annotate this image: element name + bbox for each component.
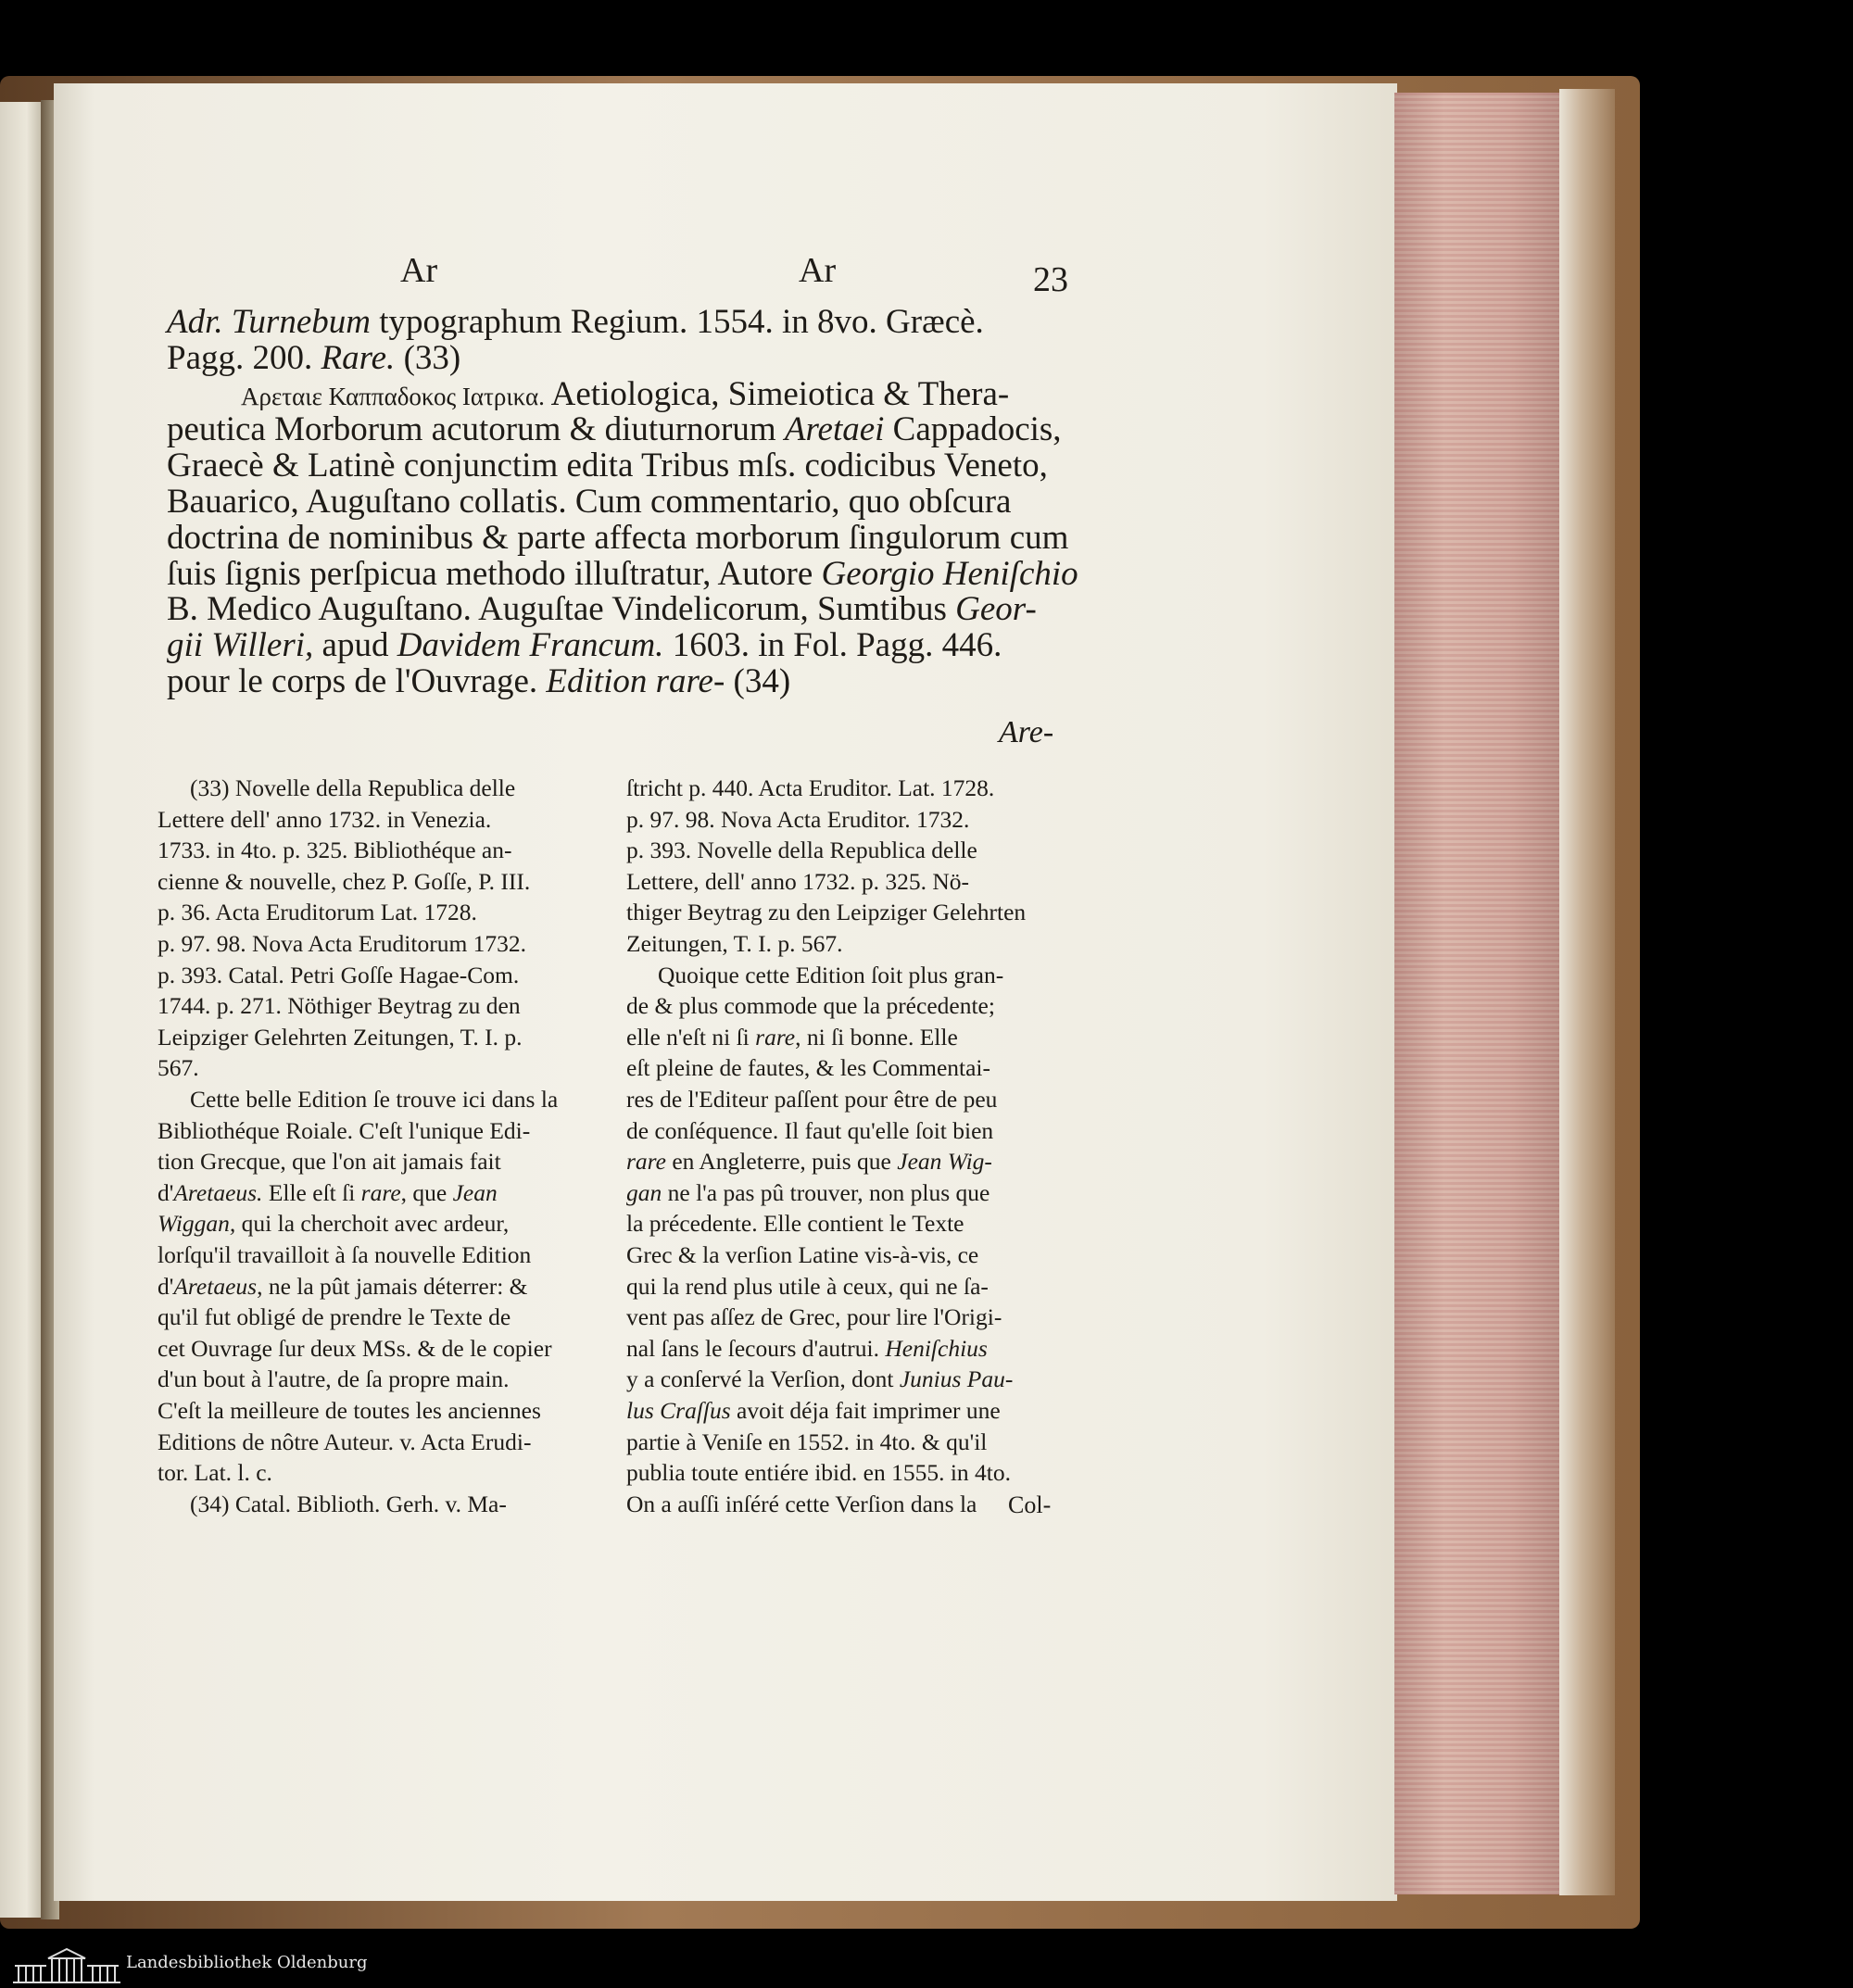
running-head-left: Ar [400, 251, 438, 290]
text-segment: , ne la pût jamais déterrer: & [257, 1272, 528, 1300]
text-segment: lorſqu'il travailloit à ſa nouvelle Edition [158, 1241, 532, 1268]
text-segment: peutica Morborum acutorum & diuturnorum [167, 410, 785, 449]
text-line [167, 409, 1093, 449]
text-segment: ne l'a pas pû trouver, non plus que [662, 1178, 990, 1206]
text-segment: p. 393. Novelle della Republica delle [626, 837, 977, 864]
text-line [167, 302, 1093, 342]
text-segment: cienne & nouvelle, chez P. Goſſe, P. III. [158, 867, 531, 895]
text-line [158, 806, 593, 834]
text-segment: vent pas aſſez de Grec, pour lire l'Origi- [626, 1303, 1002, 1331]
text-line [626, 1459, 1062, 1487]
text-segment: gan [626, 1178, 662, 1206]
text-line [158, 1365, 593, 1393]
text-line [626, 1024, 1062, 1051]
library-logo-icon [11, 1945, 122, 1986]
text-line [158, 1459, 593, 1487]
text-segment: doctrina de nominibus & parte affecta morborum ſingulorum cum [167, 518, 1069, 557]
text-segment: tor. Lat. l. c. [158, 1459, 272, 1487]
text-line [626, 992, 1062, 1020]
text-segment: res de l'Editeur paſſent pour être de peu [626, 1086, 998, 1113]
text-segment: 1744. p. 271. Nöthiger Beytrag zu den [158, 992, 521, 1020]
text-segment: Adr. Turnebum [167, 303, 371, 341]
text-line [167, 446, 1093, 485]
text-line [626, 1365, 1062, 1393]
text-segment: 1603. in Fol. Pagg. 446. [663, 626, 1002, 665]
text-line [158, 1428, 593, 1456]
text-line [158, 992, 593, 1020]
text-line [626, 1273, 1062, 1301]
text-segment: Lettere, dell' anno 1732. p. 325. Nö- [626, 867, 969, 895]
text-segment: partie à Veniſe en 1552. in 4to. & qu'il [626, 1428, 988, 1455]
text-line [626, 1491, 1062, 1518]
text-segment: 1733. in 4to. p. 325. Bibliothéque an- [158, 837, 512, 864]
text-segment: Editions de nôtre Auteur. v. Acta Erudi- [158, 1428, 532, 1455]
text-segment: Georgio Heniſchio [821, 554, 1078, 593]
text-line [626, 837, 1062, 864]
text-segment: Graecè & Latinè conjunctim edita Tribus mſs. codicibus Veneto, [167, 447, 1048, 485]
text-segment: Heniſchius [885, 1334, 988, 1362]
text-segment: C'eſt la meilleure de toutes les anciennes [158, 1397, 541, 1424]
text-line [626, 1303, 1062, 1331]
footer-institution: Landesbibliothek Oldenburg [126, 1953, 368, 1972]
running-head-center: Ar [799, 251, 837, 290]
text-line [626, 899, 1062, 926]
text-line [190, 1086, 625, 1114]
text-segment: , que [400, 1178, 453, 1206]
text-segment: , ni ſi bonne. Elle [795, 1023, 958, 1051]
text-line [626, 1241, 1062, 1269]
text-line [158, 837, 593, 864]
text-segment: p. 97. 98. Nova Acta Eruditorum 1732. [158, 930, 527, 957]
text-segment: qu'il fut obligé de prendre le Texte de [158, 1303, 511, 1331]
text-segment: Bibliothéque Roiale. C'eſt l'unique Edi- [158, 1116, 531, 1144]
text-line [626, 806, 1062, 834]
text-segment: Junius Pau- [899, 1365, 1014, 1393]
text-segment: 567. [158, 1054, 199, 1082]
text-line [158, 1024, 593, 1051]
text-segment: Jean Wig- [897, 1148, 992, 1176]
text-line [626, 1335, 1062, 1363]
text-segment: thiger Beytrag zu den Leipziger Gelehrten [626, 899, 1027, 926]
text-segment: Grec & la verſion Latine vis-à-vis, ce [626, 1241, 979, 1268]
text-line [158, 930, 593, 958]
text-segment: p. 36. Acta Eruditorum Lat. 1728. [158, 899, 477, 926]
text-segment: d' [158, 1272, 174, 1300]
text-segment: On a auſſi inſéré cette Verſion dans la [626, 1490, 977, 1517]
text-segment: la précedente. Elle contient le Texte [626, 1210, 964, 1238]
text-segment: Pagg. 200. [167, 338, 321, 377]
text-segment: rare [360, 1178, 401, 1206]
text-segment: rare [755, 1023, 796, 1051]
text-segment: (33) Novelle della Republica delle [190, 774, 516, 801]
text-segment: de & plus commode que la précedente; [626, 992, 995, 1020]
text-segment: typographum Regium. 1554. in 8vo. Græcè. [370, 303, 984, 341]
text-segment: (34) Catal. Biblioth. Gerh. v. Ma- [190, 1490, 507, 1517]
text-segment: cet Ouvrage ſur deux MSs. & de le copier [158, 1334, 552, 1362]
text-line [158, 899, 593, 926]
text-segment: Cappadocis, [884, 410, 1062, 449]
text-line [626, 1117, 1062, 1145]
text-segment: elle n'eſt ni ſi [626, 1023, 756, 1051]
text-line [626, 868, 1062, 896]
text-segment: pour le corps de l'Ouvrage. [167, 662, 547, 700]
text-segment: Rare. [321, 338, 396, 377]
text-segment: Davidem Francum. [397, 626, 664, 665]
text-line [167, 482, 1093, 522]
text-line [158, 1179, 593, 1207]
text-segment: tion Grecque, que l'on ait jamais fait [158, 1148, 501, 1176]
text-segment: en Angleterre, puis que [665, 1148, 898, 1176]
text-segment: gii Willeri, [167, 626, 314, 665]
text-segment: B. Medico Auguſtano. Auguſtae Vindelicorum, Sumtibus [167, 590, 956, 629]
text-line [158, 1273, 593, 1301]
text-segment: Aretaeus. [173, 1178, 263, 1206]
text-line [626, 1210, 1062, 1238]
text-line [158, 1054, 593, 1082]
text-segment: Edition rare- [546, 662, 725, 700]
text-line [158, 868, 593, 896]
text-line [241, 374, 1167, 414]
text-segment: Aetiologica, Simeiotica & Thera- [550, 374, 1010, 413]
text-segment: Lettere dell' anno 1732. in Venezia. [158, 805, 492, 833]
text-line [158, 1335, 593, 1363]
catchword-top: Are- [999, 715, 1054, 749]
text-segment: Leipziger Gelehrten Zeitungen, T. I. p. [158, 1023, 523, 1051]
text-line [158, 1303, 593, 1331]
text-line [626, 1428, 1062, 1456]
text-line [158, 1117, 593, 1145]
text-segment: qui la rend plus utile à ceux, qui ne ſa- [626, 1272, 989, 1300]
text-segment: (34) [725, 662, 791, 700]
text-segment: lus Craſſus [626, 1397, 731, 1424]
text-line [626, 1179, 1062, 1207]
text-line [167, 338, 1093, 378]
text-segment: nal ſans le ſecours d'autrui. [626, 1334, 886, 1362]
text-segment: Bauarico, Auguſtano collatis. Cum commentario, quo obſcura [167, 483, 1012, 521]
text-segment: Zeitungen, T. I. p. 567. [626, 930, 843, 957]
text-segment: Elle eſt ſi [262, 1178, 361, 1206]
page-block-edge [1394, 93, 1559, 1894]
catchword-bottom: Col- [1008, 1491, 1052, 1518]
text-segment: ſtricht p. 440. Acta Eruditor. Lat. 1728. [626, 774, 995, 801]
text-segment: p. 393. Catal. Petri Goſſe Hagae-Com. [158, 961, 520, 988]
text-line [626, 1397, 1062, 1425]
text-line [158, 1241, 593, 1269]
text-segment: (33) [395, 338, 461, 377]
text-segment: Quoique cette Edition ſoit plus gran- [658, 961, 1004, 988]
text-segment: Jean [452, 1178, 498, 1206]
cover-edge [1559, 89, 1615, 1895]
text-segment: Geor- [955, 590, 1037, 629]
page-number: 23 [1033, 260, 1068, 299]
text-line [158, 1397, 593, 1425]
text-segment: Aretaeus [173, 1272, 258, 1300]
text-segment: de conſéquence. Il faut qu'elle ſoit bien [626, 1116, 994, 1144]
text-line [626, 774, 1062, 802]
text-segment: d' [158, 1178, 174, 1206]
text-segment: y a conſervé la Verſion, dont [626, 1365, 900, 1393]
text-line [167, 589, 1093, 629]
text-line [626, 930, 1062, 958]
text-line [158, 1148, 593, 1176]
text-segment: apud [313, 626, 397, 665]
text-line [658, 962, 1093, 989]
text-line [190, 1491, 625, 1518]
text-line [167, 518, 1093, 558]
text-line [626, 1148, 1062, 1176]
text-line [158, 962, 593, 989]
text-line [167, 661, 1093, 701]
text-segment: publia toute entiére ibid. en 1555. in 4to. [626, 1459, 1011, 1487]
text-segment: d'un bout à l'autre, de ſa propre main. [158, 1365, 510, 1393]
text-segment: Αρεταιε Καππαδοκος Ιατρικα. [241, 382, 551, 410]
text-segment: Cette belle Edition ſe trouve ici dans la [190, 1086, 559, 1113]
text-segment: eſt pleine de fautes, & les Commentai- [626, 1054, 991, 1082]
text-segment: avoit déja fait imprimer une [730, 1397, 1001, 1424]
text-line [158, 1210, 593, 1238]
text-segment: rare [626, 1148, 666, 1176]
text-segment: Aretaei [784, 410, 885, 449]
text-line [626, 1086, 1062, 1114]
left-page-edge [0, 102, 44, 1918]
text-line [626, 1054, 1062, 1082]
text-line [167, 625, 1093, 665]
text-line [190, 774, 625, 802]
text-segment: p. 97. 98. Nova Acta Eruditor. 1732. [626, 805, 970, 833]
text-line [167, 554, 1093, 594]
text-segment: Wiggan, [158, 1210, 236, 1238]
text-segment: qui la cherchoit avec ardeur, [235, 1210, 510, 1238]
text-segment: ſuis ſignis perſpicua methodo illuſtratur, Autore [167, 554, 822, 593]
